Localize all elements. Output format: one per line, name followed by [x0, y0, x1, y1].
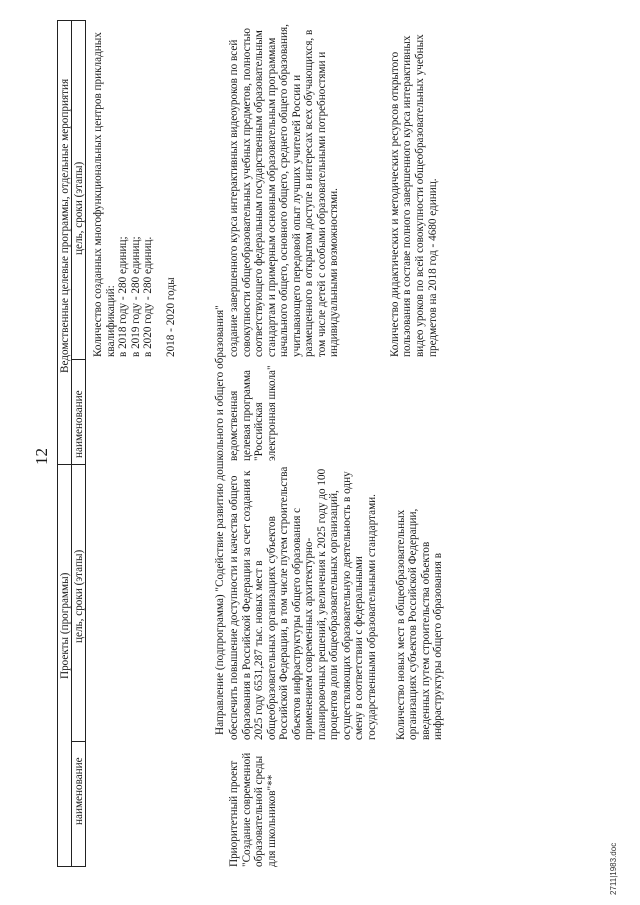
program-goal-paragraph-2: Количество дидактических и методических ресурсов открытого пользования в составе полного завершенного курса интерактивных видео уроков по всей совокупности общеобразовательных учебных предметов на 2018 год - 4680 единиц. — [388, 34, 439, 357]
table-right-border — [57, 20, 85, 21]
top-row-goal-paragraph: Количество созданных многофункциональных центров прикладных квалификаций: в 2018 году - 280 единиц; в 2019 году - 280 единиц; в 2020 году - 280 единиц. — [92, 32, 155, 357]
header-bottom-border — [85, 20, 86, 867]
project-goal-paragraph-1: обеспечить повышение доступности и качества общего образования в Российской Федерации за счет создания к 2025 году 6531,287 тыс. новых мест в общеобразовательных организациях субъектов Российской Федерации, в том числе путем строительства объектов инфраструктуры общего образования с применением современных архитектурно-планировочных решений, увеличения к 2025 году до 100 процентов доли общеобразовательных организаций, осуществляющих образовательную деятельность в одну смену в соответствии с федеральными государственными образовательными стандартами. — [228, 466, 379, 740]
top-row-goal-text — [92, 17, 177, 357]
table-left-border — [57, 866, 85, 867]
column-header-name-2: наименование — [73, 390, 85, 458]
top-row-years: 2018 - 2020 годы — [164, 277, 177, 357]
program-goal — [228, 17, 439, 357]
column-header-goal: цель, сроки (этапы) — [73, 549, 85, 643]
departmental-group-header: Ведомственные целевые программы, отдельные мероприятия — [59, 78, 71, 373]
project-goal-paragraph-2: Количество новых мест в общеобразовательных организациях субъектов Российской Федерации, введенных путем строительства объектов инфраструктуры общего образования в — [394, 508, 445, 740]
column-header-goal-2: цель, сроки (этапы) — [73, 161, 85, 255]
table-top-border — [57, 20, 58, 867]
document-footer: 2711|1983.doc — [609, 842, 618, 895]
section-title: Направление (подпрограмма) "Содействие развитию дошкольного и общего образования" — [214, 305, 226, 735]
column-divider-1 — [71, 741, 85, 742]
column-divider-2 — [57, 464, 85, 465]
column-header-name: наименование — [73, 757, 85, 825]
header-divider — [71, 20, 72, 867]
program-goal-paragraph-1: создание завершенного курса интерактивных видеоуроков по всей совокупности общеобразовательных учебных предметов, полностью соответствующего федеральным государственным образовательным стандартам и примерным основным образовательным программам начального общего, основного общего, среднего общего образования, учитывающего передовой опыт лучших учителей России и размещенного в открытом доступе в интересах всех обучающихся, в том числе детей с особыми образовательными потребностями и индивидуальными возможностями. — [228, 24, 341, 357]
project-goal — [228, 465, 445, 740]
column-divider-3 — [71, 359, 85, 360]
page-number: 12 — [32, 448, 51, 465]
project-name: Приоритетный проект "Создание современной образовательной среды для школьников"** — [228, 752, 278, 867]
program-name: ведомственная целевая программа "Российская электронная школа" — [228, 365, 278, 461]
projects-group-header: Проекты (программы) — [59, 572, 71, 679]
